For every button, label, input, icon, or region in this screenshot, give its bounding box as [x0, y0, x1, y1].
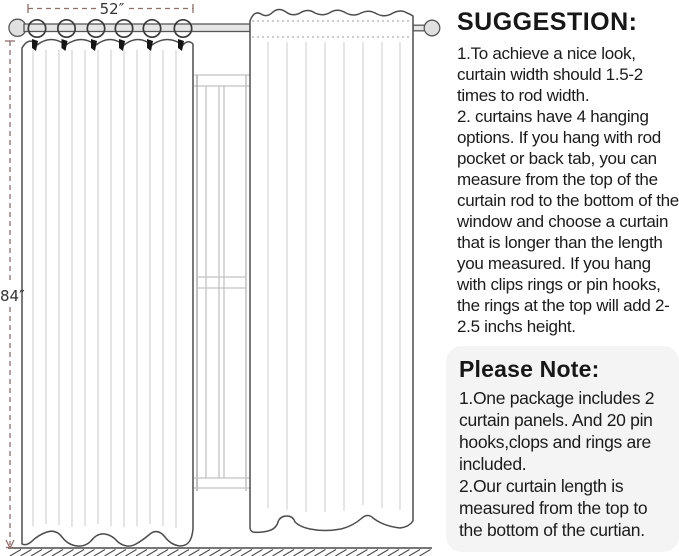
- note-item: 2.Our curtain length is measured from the top to the bottom of the curtian.: [459, 476, 648, 540]
- window: [192, 75, 252, 491]
- left-curtain-panel: [22, 40, 193, 547]
- curtain-height-label: 84″: [0, 287, 25, 305]
- right-finial: [424, 20, 440, 36]
- suggestion-item: 1.To achieve a nice look, curtain width should 1.5-2 times to rod width.: [457, 44, 643, 105]
- suggestion-title: SUGGESTION:: [457, 8, 638, 36]
- note-title: Please Note:: [459, 356, 600, 382]
- right-curtain-panel: [250, 10, 413, 533]
- note-box: [446, 346, 679, 552]
- rod-width-label: 52″: [99, 0, 125, 18]
- right-finial-stem: [413, 25, 425, 31]
- floor-hatching: [10, 550, 431, 556]
- suggestion-item: 2. curtains have 4 hanging options. If you hang with rod pocket or back tab, you can measure from the top of the curtain rod to the bottom of the window and choose a curtain that is longer than the length you measured. If you hang with clips rings or pin hooks, the rings at the top will add 2-2.5 inchs height.: [457, 107, 679, 336]
- floor: [8, 548, 432, 556]
- text-panel: [455, 0, 679, 556]
- note-item: 1.One package includes 2 curtain panels. And 20 pin hooks,clops and rings are included.: [459, 388, 655, 474]
- suggestion-section: [457, 8, 679, 337]
